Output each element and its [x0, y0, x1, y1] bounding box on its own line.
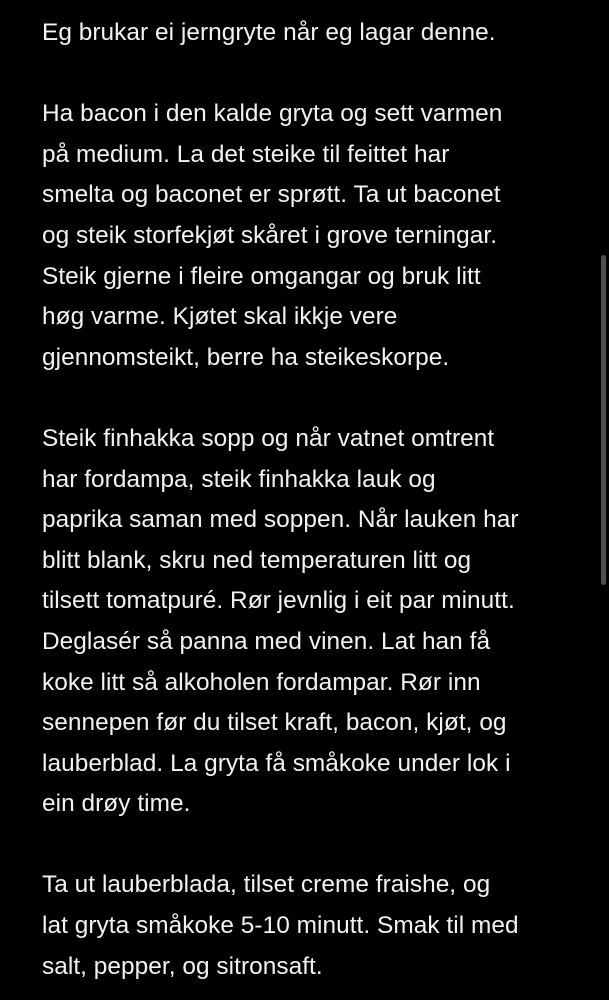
- text-line: på medium. La det steike til feittet har: [42, 140, 450, 168]
- text-line: Steik gjerne i fleire omgangar og bruk litt: [42, 262, 481, 290]
- paragraph-intro: [42, 13, 582, 54]
- paragraph-gap: [42, 54, 582, 95]
- paragraph-gap: [42, 378, 582, 419]
- text-line: Ta ut lauberblada, tilset creme fraishe, og: [42, 871, 491, 899]
- paragraph-vegetables-sauce: [42, 419, 582, 825]
- text-line: Steik finhakka sopp og når vatnet omtrent: [42, 424, 495, 452]
- recipe-text[interactable]: [42, 13, 582, 987]
- text-line: Ha bacon i den kalde gryta og sett varmen: [42, 100, 503, 128]
- text-line: Eg brukar ei jerngryte når eg lagar denne.: [42, 19, 496, 46]
- paragraph-finish: [42, 865, 582, 987]
- text-line: høg varme. Kjøtet skal ikkje vere: [42, 303, 398, 331]
- text-line: salt, pepper, og sitronsaft.: [42, 952, 323, 980]
- text-line: ein drøy time.: [42, 790, 191, 818]
- text-line: koke litt så alkoholen fordampar. Rør inn: [42, 668, 481, 696]
- paragraph-gap: [42, 825, 582, 866]
- text-line: lauberblad. La gryta få småkoke under lok i: [42, 749, 511, 777]
- text-line: smelta og baconet er sprøtt. Ta ut baconet: [42, 181, 501, 209]
- scrollbar-thumb[interactable]: [601, 255, 606, 585]
- text-line: lat gryta småkoke 5-10 minutt. Smak til med: [42, 912, 519, 940]
- text-line: gjennomsteikt, berre ha steikeskorpe.: [42, 343, 450, 371]
- paragraph-bacon-meat: [42, 94, 582, 378]
- text-line: sennepen før du tilset kraft, bacon, kjøt, og: [42, 709, 507, 737]
- text-line: tilsett tomatpuré. Rør jevnlig i eit par minutt.: [42, 587, 515, 615]
- text-line: Deglasér så panna med vinen. Lat han få: [42, 627, 491, 655]
- text-line: blitt blank, skru ned temperaturen litt og: [42, 546, 472, 574]
- text-line: har fordampa, steik finhakka lauk og: [42, 465, 436, 493]
- text-line: og steik storfekjøt skåret i grove terningar.: [42, 221, 498, 249]
- text-line: paprika saman med soppen. Når lauken har: [42, 506, 519, 534]
